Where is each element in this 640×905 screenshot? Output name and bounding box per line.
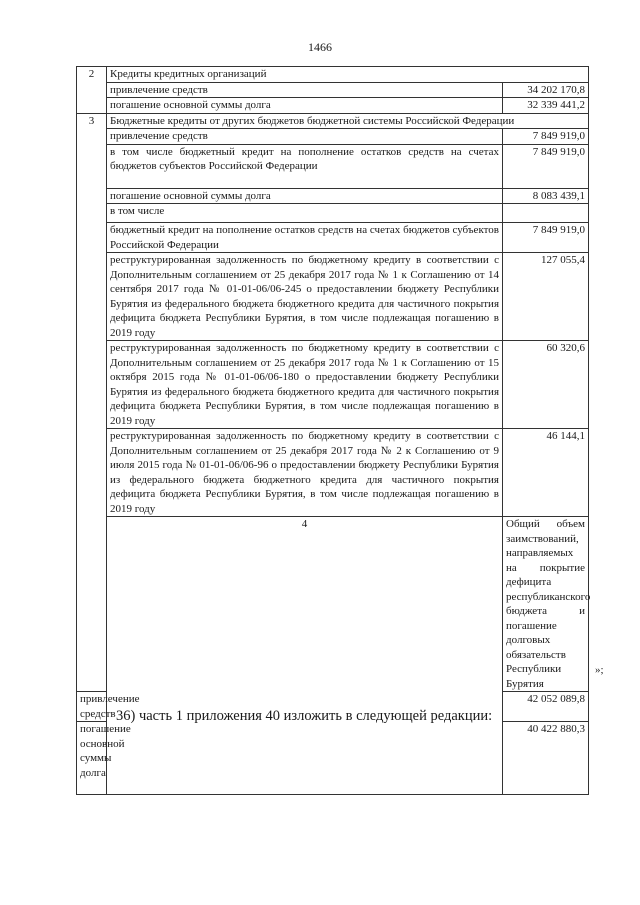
closing-quote: »; xyxy=(595,664,604,676)
line-label: реструктурированная задолженность по бюджетному кредиту в соответствии с Дополнительным соглашением от 25 декабря 2017 года № 1 к Соглашению от 14 сентября 2017 года № 01-01-06/06-245 о предоставлении бюджету Республики Бурятия из федерального бюджета бюджетного кредита для частичного покрытия дефицита бюджета Республики Бурятия, в том числе подлежащая погашению в 2019 году xyxy=(107,253,503,341)
line-label: привлечение средств xyxy=(107,129,503,145)
table-row xyxy=(77,82,589,98)
line-value: 7 849 919,0 xyxy=(503,223,589,253)
table-row xyxy=(77,188,589,204)
line-label: погашение основной суммы долга xyxy=(107,98,503,114)
table-row xyxy=(77,129,589,145)
line-value: 34 202 170,8 xyxy=(503,82,589,98)
line-label: привлечение средств xyxy=(107,82,503,98)
section-title: Кредиты кредитных организаций xyxy=(107,67,589,83)
line-value: 7 849 919,0 xyxy=(503,129,589,145)
line-value: 60 320,6 xyxy=(503,341,589,429)
line-value: 127 055,4 xyxy=(503,253,589,341)
line-value: 40 422 880,3 xyxy=(503,722,589,795)
row-number: 2 xyxy=(77,67,107,114)
line-label: реструктурированная задолженность по бюджетному кредиту в соответствии с Дополнительным соглашением от 25 декабря 2017 года № 2 к Соглашению от 9 июля 2015 года № 01-01-06/06-96 о предоставлении бюджету Республики Бурятия из федерального бюджета бюджетного кредита для частичного покрытия дефицита бюджета Республики Бурятия, в том числе подлежащая погашению в 2019 году xyxy=(107,429,503,517)
line-value: 32 339 441,2 xyxy=(503,98,589,114)
line-label: реструктурированная задолженность по бюджетному кредиту в соответствии с Дополнительным соглашением от 25 декабря 2017 года № 1 к Соглашению от 15 октября 2015 года № 01-01-06/06-180 о предоставлении бюджету Республики Бурятия из федерального бюджета бюджетного кредита для частичного покрытия дефицита бюджета Республики Бурятия, в том числе подлежащая погашению в 2019 году xyxy=(107,341,503,429)
section-title: Общий объем заимствований, направляемых на покрытие дефицита республиканского бюджета и погашение долговых обязательств Республики Бурятия xyxy=(503,517,589,692)
section-title: Бюджетные кредиты от других бюджетов бюджетной системы Российской Федерации xyxy=(107,113,589,129)
line-label: погашение основной суммы долга xyxy=(107,188,503,204)
line-value: 7 849 919,0 xyxy=(503,144,589,188)
line-label: погашение основной суммы долга xyxy=(77,722,107,795)
table-row xyxy=(77,341,589,429)
table-row xyxy=(77,253,589,341)
line-label: в том числе бюджетный кредит на пополнение остатков средств на счетах бюджетов субъектов Российской Федерации xyxy=(107,144,503,188)
table-row xyxy=(77,98,589,114)
table-row xyxy=(77,113,589,129)
table-row xyxy=(77,144,589,188)
table-row xyxy=(77,67,589,83)
page-number: 1466 xyxy=(308,40,332,54)
row-number: 3 xyxy=(77,113,107,692)
table-row xyxy=(77,429,589,517)
borrowing-table xyxy=(76,66,589,795)
line-label: привлечение средств xyxy=(77,692,107,722)
line-label: в том числе xyxy=(107,204,503,223)
row-number: 4 xyxy=(107,517,503,795)
amendment-paragraph: 36) часть 1 приложения 40 изложить в следующей редакции: xyxy=(116,708,493,724)
line-value: 8 083 439,1 xyxy=(503,188,589,204)
table-row xyxy=(77,223,589,253)
table-row xyxy=(77,204,589,223)
line-label: бюджетный кредит на пополнение остатков средств на счетах бюджетов субъектов Российской Федерации xyxy=(107,223,503,253)
line-value: 46 144,1 xyxy=(503,429,589,517)
table-row xyxy=(77,517,589,692)
line-value: 42 052 089,8 xyxy=(503,692,589,722)
